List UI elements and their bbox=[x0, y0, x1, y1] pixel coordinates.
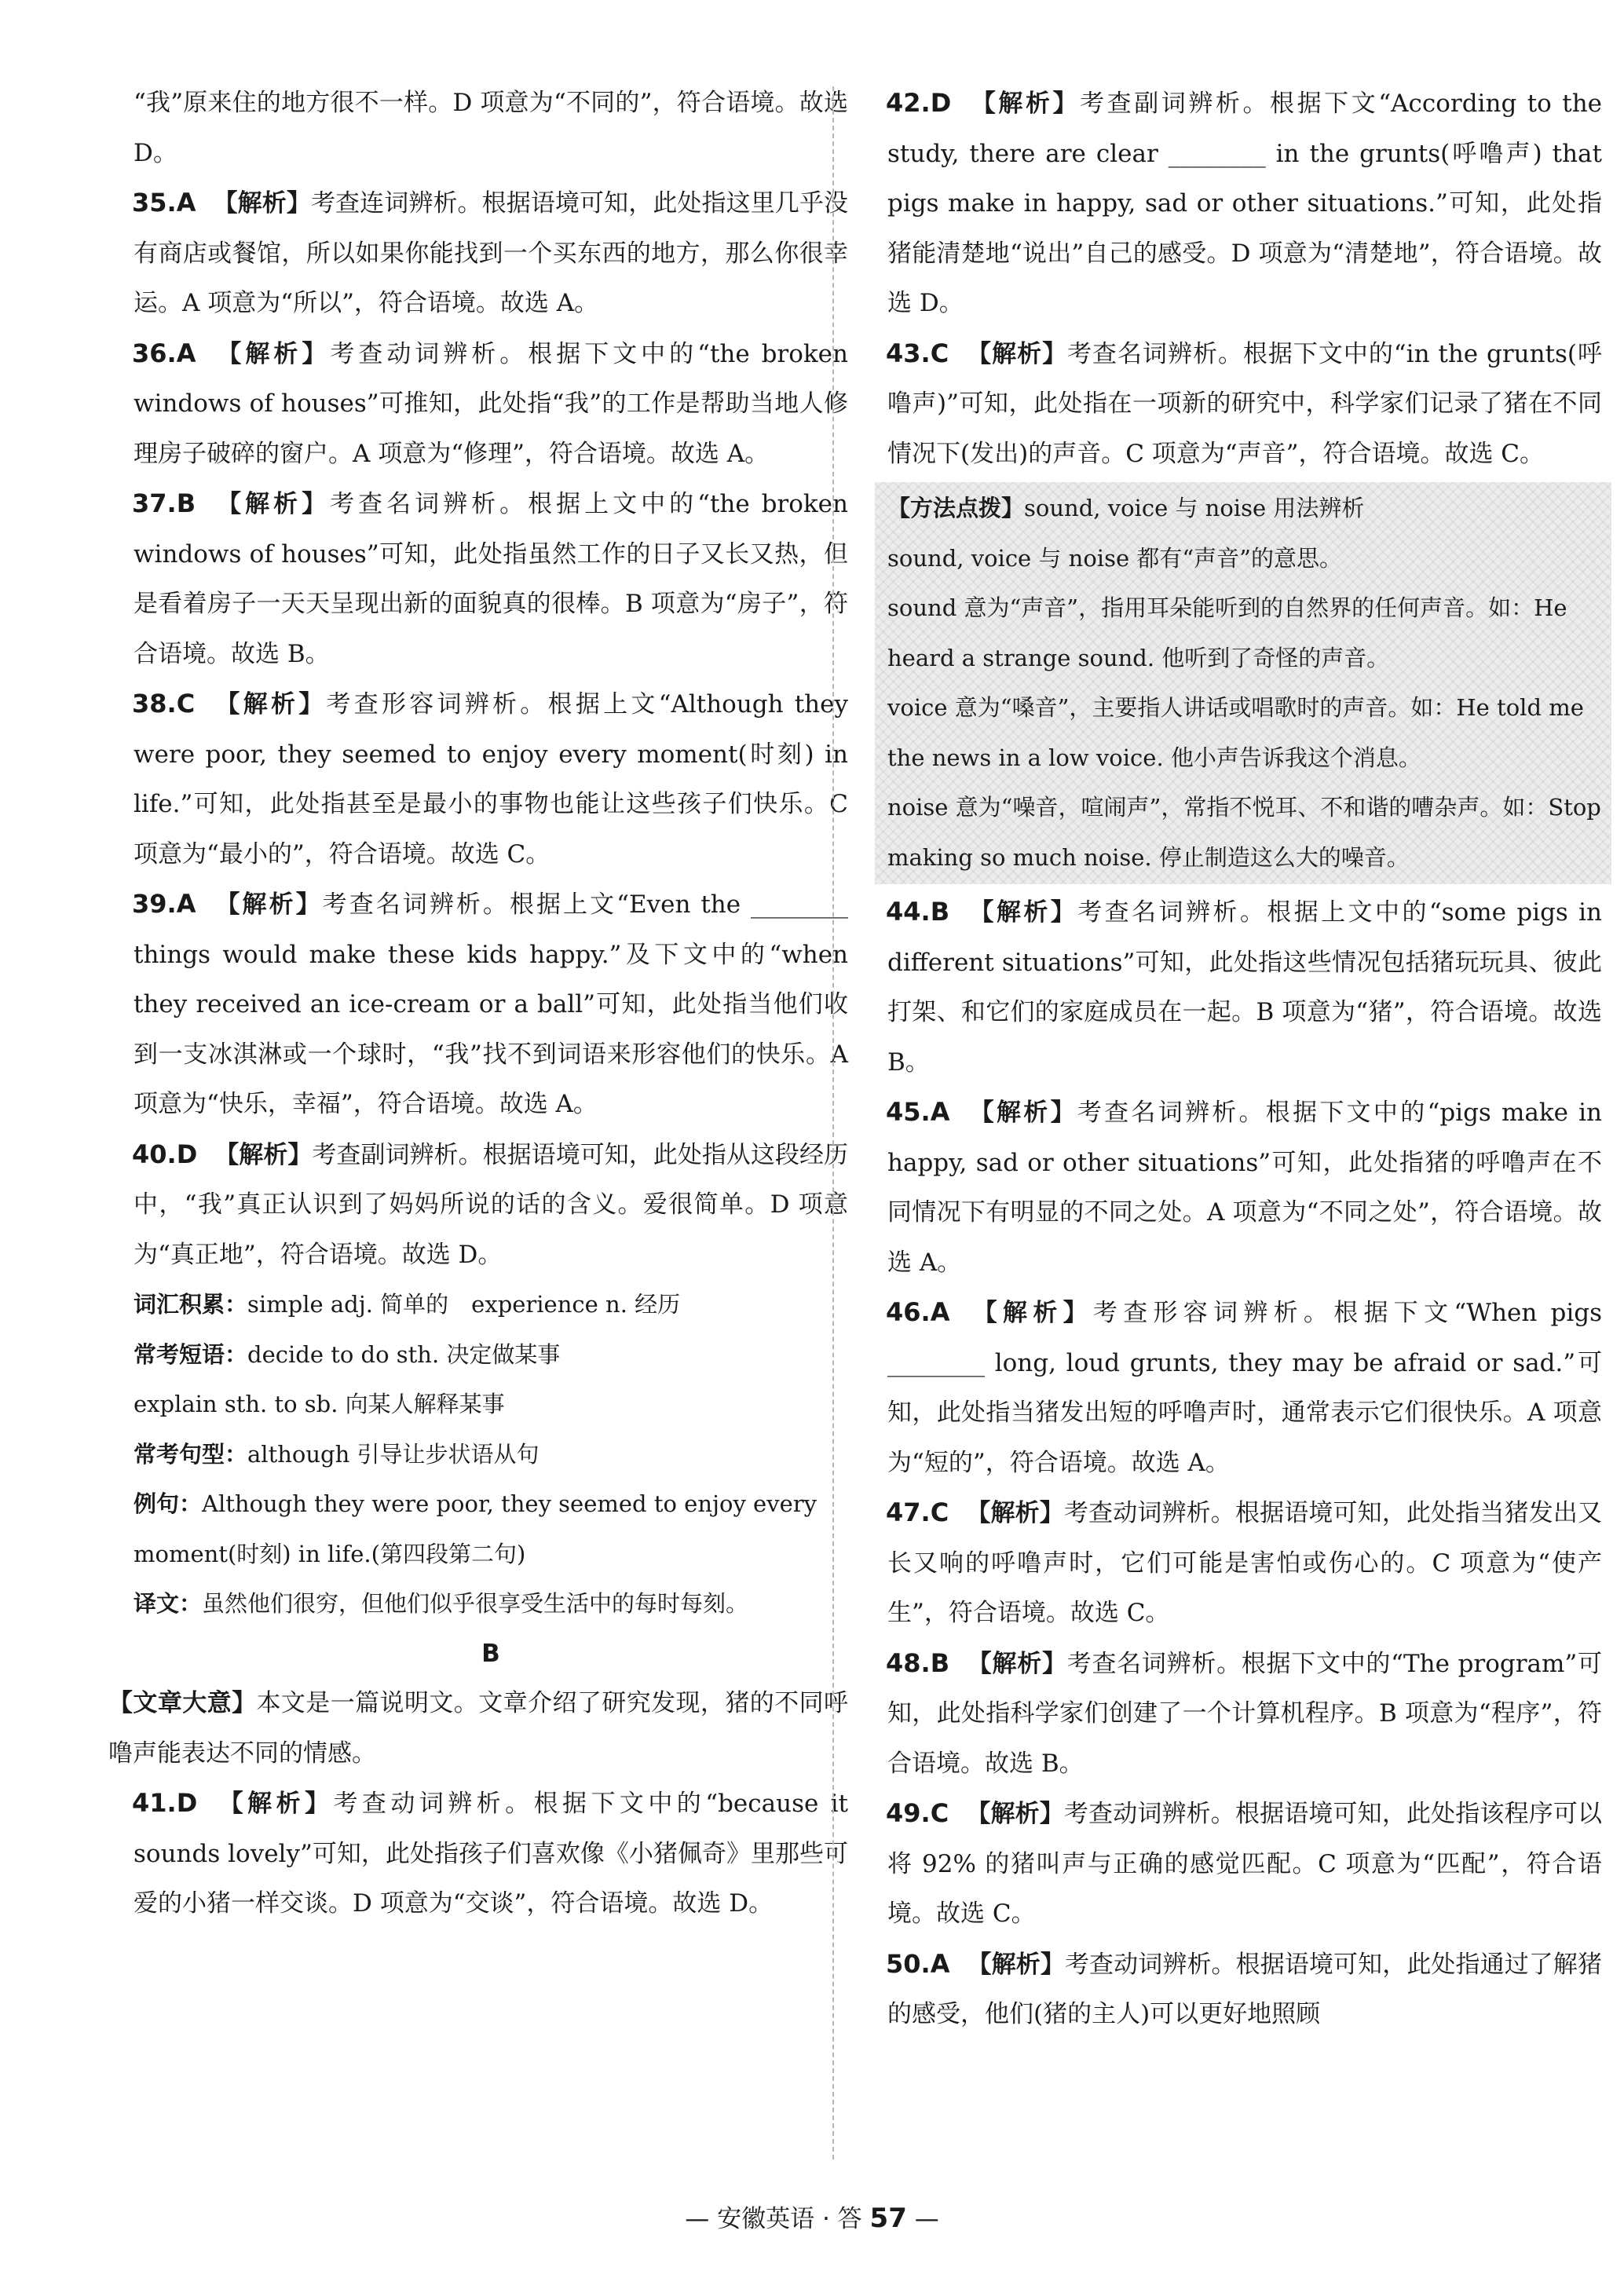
method-line-4: noise 意为“噪音，喧闹声”，常指不悦耳、不和谐的嘈杂声。如：Stop making so much noise. 停止制造这么大的噪音。 bbox=[887, 794, 1601, 871]
analysis-tag: 【解析】 bbox=[214, 1140, 313, 1169]
summary-label: 【文章大意】 bbox=[108, 1689, 257, 1717]
answer-42 bbox=[887, 79, 1602, 329]
footer-dash-right: — bbox=[914, 2205, 939, 2233]
phrases-line-2: explain sth. to sb. 向某人解释某事 bbox=[134, 1391, 505, 1417]
analysis-tag: 【解析】 bbox=[213, 339, 331, 368]
answer-text: 考查连词辨析。根据语境可知，此处指这里几乎没有商店或餐馆，所以如果你能找到一个买东西的地方，那么你很幸运。A 项意为“所以”，符合语境。故选 A。 bbox=[134, 189, 849, 317]
method-title-text: sound, voice 与 noise 用法辨析 bbox=[1024, 495, 1365, 521]
answer-text: 考查动词辨析。根据语境可知，此处指通过了解猪的感受，他们(猪的主人)可以更好地照顾 bbox=[887, 1950, 1603, 2028]
answer-number: 47.C bbox=[886, 1497, 949, 1527]
answer-text: 考查名词辨析。根据下文中的“The program”可知，此处指科学家们创建了一个计算机程序。B 项意为“程序”，符合语境。故选 B。 bbox=[887, 1649, 1603, 1778]
right-column bbox=[887, 79, 1602, 2040]
translation-note bbox=[134, 1579, 848, 1629]
analysis-tag: 【解析】 bbox=[967, 1299, 1093, 1327]
column-divider bbox=[832, 86, 834, 2159]
example-text: Although they were poor, they seemed to enjoy every moment(时刻) in life.(第四段第二句) bbox=[134, 1490, 817, 1567]
analysis-tag: 【解析】 bbox=[967, 898, 1078, 927]
answer-number: 45.A bbox=[886, 1097, 950, 1127]
analysis-tag: 【解析】 bbox=[213, 189, 311, 218]
footer-label: 安徽英语 · 答 bbox=[717, 2205, 862, 2233]
page-number: 57 bbox=[869, 2203, 907, 2234]
answer-number: 44.B bbox=[886, 897, 950, 927]
sentence-text: although 引导让步状语从句 bbox=[247, 1440, 540, 1468]
answer-40 bbox=[134, 1130, 848, 1281]
answer-text: 考查名词辨析。根据上文“Even the ________ things would make these kids happy.”及下文中的“when they received an ice-cream or a ball”可知，此处指当他们收到一支冰淇淋或一个球时，“我”找不到词语来形容他们的快乐。A 项意为“快乐，幸福”，符合语境。故选 A。 bbox=[134, 890, 849, 1118]
sentence-note bbox=[134, 1430, 848, 1480]
method-line-3: voice 意为“嗓音”，主要指人讲话或唱歌时的声音。如：He told me the news in a low voice. 他小声告诉我这个消息。 bbox=[887, 694, 1584, 771]
answer-text: 考查动词辨析。根据语境可知，此处指该程序可以将 92% 的猪叫声与正确的感觉匹配。C 项意为“匹配”，符合语境。故选 C。 bbox=[887, 1800, 1603, 1928]
answer-text: 考查名词辨析。根据下文中的“in the grunts(呼噜声)”可知，此处指在一项新的研究中，科学家们记录了猪在不同情况下(发出)的声音。C 项意为“声音”，符合语境。故选 C。 bbox=[887, 339, 1603, 468]
page-footer bbox=[0, 2199, 1624, 2234]
answer-number: 38.C bbox=[132, 689, 196, 719]
answer-43 bbox=[887, 329, 1602, 480]
method-line-2: sound 意为“声音”，指用耳朵能听到的自然界的任何声音。如：He heard a strange sound. 他听到了奇怪的声音。 bbox=[887, 594, 1567, 671]
answer-text: 考查动词辨析。根据下文中的“the broken windows of houses”可推知，此处指“我”的工作是帮助当地人修理房子破碎的窗户。A 项意为“修理”，符合语境。故选 A。 bbox=[134, 339, 848, 468]
answer-text: 考查形容词辨析。根据下文“When pigs ________ long, loud grunts, they may be afraid or sad.”可知，此处指当猪发出短的呼噜声时，通常表示它们很快乐。A 项意为“短的”，符合语境。故选 A。 bbox=[887, 1299, 1603, 1477]
answer-number: 49.C bbox=[886, 1798, 949, 1828]
analysis-tag: 【解析】 bbox=[968, 90, 1081, 118]
analysis-tag: 【解析】 bbox=[214, 1790, 334, 1818]
article-summary bbox=[108, 1679, 848, 1779]
answer-number: 37.B bbox=[132, 488, 196, 518]
answer-39 bbox=[134, 879, 848, 1130]
answer-50 bbox=[887, 1940, 1602, 2040]
left-column bbox=[108, 79, 849, 1929]
method-tip-box bbox=[875, 482, 1611, 884]
answer-number: 50.A bbox=[886, 1948, 950, 1979]
phrases-note bbox=[134, 1330, 848, 1380]
answer-text: 考查名词辨析。根据上文中的“some pigs in different situations”可知，此处指这些情况包括猪玩玩具、彼此打架、和它们的家庭成员在一起。B 项意为“猪”，符合语境。故选 B。 bbox=[887, 898, 1603, 1077]
answer-37 bbox=[134, 479, 848, 679]
answer-number: 40.D bbox=[132, 1139, 198, 1169]
answer-36 bbox=[134, 329, 848, 480]
answer-text: 考查形容词辨析。根据上文“Although they were poor, they seemed to enjoy every moment(时刻) in life.”可知，此处指甚至是最小的事物也能让这些孩子们快乐。C 项意为“最小的”，符合语境。故选 C。 bbox=[134, 690, 849, 868]
translation-text: 虽然他们很穷，但他们似乎很享受生活中的每时每刻。 bbox=[202, 1590, 749, 1617]
analysis-tag: 【解析】 bbox=[212, 690, 327, 719]
method-title bbox=[887, 484, 1602, 534]
analysis-tag: 【解析】 bbox=[967, 1950, 1065, 1979]
answer-number: 36.A bbox=[132, 338, 196, 368]
analysis-tag: 【解析】 bbox=[213, 890, 323, 919]
answer-35 bbox=[134, 178, 848, 329]
analysis-tag: 【解析】 bbox=[966, 1499, 1064, 1527]
analysis-tag: 【解析】 bbox=[213, 490, 331, 518]
answer-44 bbox=[887, 887, 1602, 1088]
sentence-label: 常考句型： bbox=[134, 1440, 248, 1468]
answer-45 bbox=[887, 1088, 1602, 1288]
answer-text: 考查动词辨析。根据语境可知，此处指当猪发出又长又响的呼噜声时，它们可能是害怕或伤心的。C 项意为“使产生”，符合语境。故选 C。 bbox=[887, 1499, 1603, 1627]
phrases-label: 常考短语： bbox=[134, 1340, 248, 1368]
answer-number: 46.A bbox=[886, 1297, 950, 1327]
analysis-tag: 【解析】 bbox=[967, 1649, 1067, 1678]
answer-46 bbox=[887, 1288, 1602, 1488]
answer-text: 考查名词辨析。根据下文中的“pigs make in happy, sad or other situations”可知，此处指猪的呼噜声在不同情况下有明显的不同之处。A 项意为“不同之处”，符合语境。故选 A。 bbox=[887, 1099, 1602, 1277]
answer-number: 42.D bbox=[886, 88, 952, 118]
translation-label: 译文： bbox=[134, 1590, 203, 1617]
answer-number: 48.B bbox=[886, 1647, 950, 1678]
summary-text: 本文是一篇说明文。文章介绍了研究发现，猪的不同呼噜声能表达不同的情感。 bbox=[108, 1689, 848, 1768]
answer-text: 考查名词辨析。根据上文中的“the broken windows of houses”可知，此处指虽然工作的日子又长又热，但是看着房子一天天呈现出新的面貌真的很棒。B 项意为“房子”，符合语境。故选 B。 bbox=[134, 490, 849, 668]
answer-48 bbox=[887, 1639, 1602, 1790]
method-label: 【方法点拨】 bbox=[887, 495, 1025, 521]
answer-47 bbox=[887, 1488, 1602, 1639]
answer-number: 35.A bbox=[132, 188, 196, 218]
example-note bbox=[134, 1479, 848, 1579]
analysis-tag: 【解析】 bbox=[966, 1800, 1064, 1828]
intro-continuation: “我”原来住的地方很不一样。D 项意为“不同的”，符合语境。故选 D。 bbox=[134, 89, 848, 167]
footer-dash-left: — bbox=[685, 2205, 710, 2233]
answer-number: 39.A bbox=[132, 889, 196, 919]
section-heading-b: B bbox=[481, 1639, 500, 1668]
analysis-tag: 【解析】 bbox=[966, 339, 1068, 368]
answer-text: 考查副词辨析。根据语境可知，此处指从这段经历中，“我”真正认识到了妈妈所说的话的含义。爱很简单。D 项意为“真正地”，符合语境。故选 D。 bbox=[134, 1140, 849, 1269]
vocab-label: 词汇积累： bbox=[134, 1291, 248, 1318]
answer-text: 考查动词辨析。根据下文中的“because it sounds lovely”可知，此处指孩子们喜欢像《小猪佩奇》里那些可爱的小猪一样交谈。D 项意为“交谈”，符合语境。故选 D。 bbox=[134, 1790, 849, 1918]
answer-number: 41.D bbox=[132, 1788, 198, 1818]
answer-number: 43.C bbox=[886, 338, 949, 368]
method-line-1: sound, voice 与 noise 都有“声音”的意思。 bbox=[887, 544, 1342, 572]
vocab-text: simple adj. 简单的 experience n. 经历 bbox=[247, 1291, 681, 1318]
example-label: 例句： bbox=[134, 1490, 203, 1517]
answer-49 bbox=[887, 1789, 1602, 1940]
vocab-note bbox=[134, 1280, 848, 1330]
answer-41 bbox=[134, 1779, 848, 1929]
phrases-line-1: decide to do sth. 决定做某事 bbox=[247, 1340, 561, 1368]
answer-text: 考查副词辨析。根据下文“According to the study, there are clear ________ in the grunts(呼噜声) that pigs make in happy, sad or other situations.”可知，此处指猪能清楚地“说出”自己的感受。D 项意为“清楚地”，符合语境。故选 D。 bbox=[887, 90, 1603, 317]
answer-38 bbox=[134, 679, 848, 879]
analysis-tag: 【解析】 bbox=[967, 1099, 1077, 1127]
